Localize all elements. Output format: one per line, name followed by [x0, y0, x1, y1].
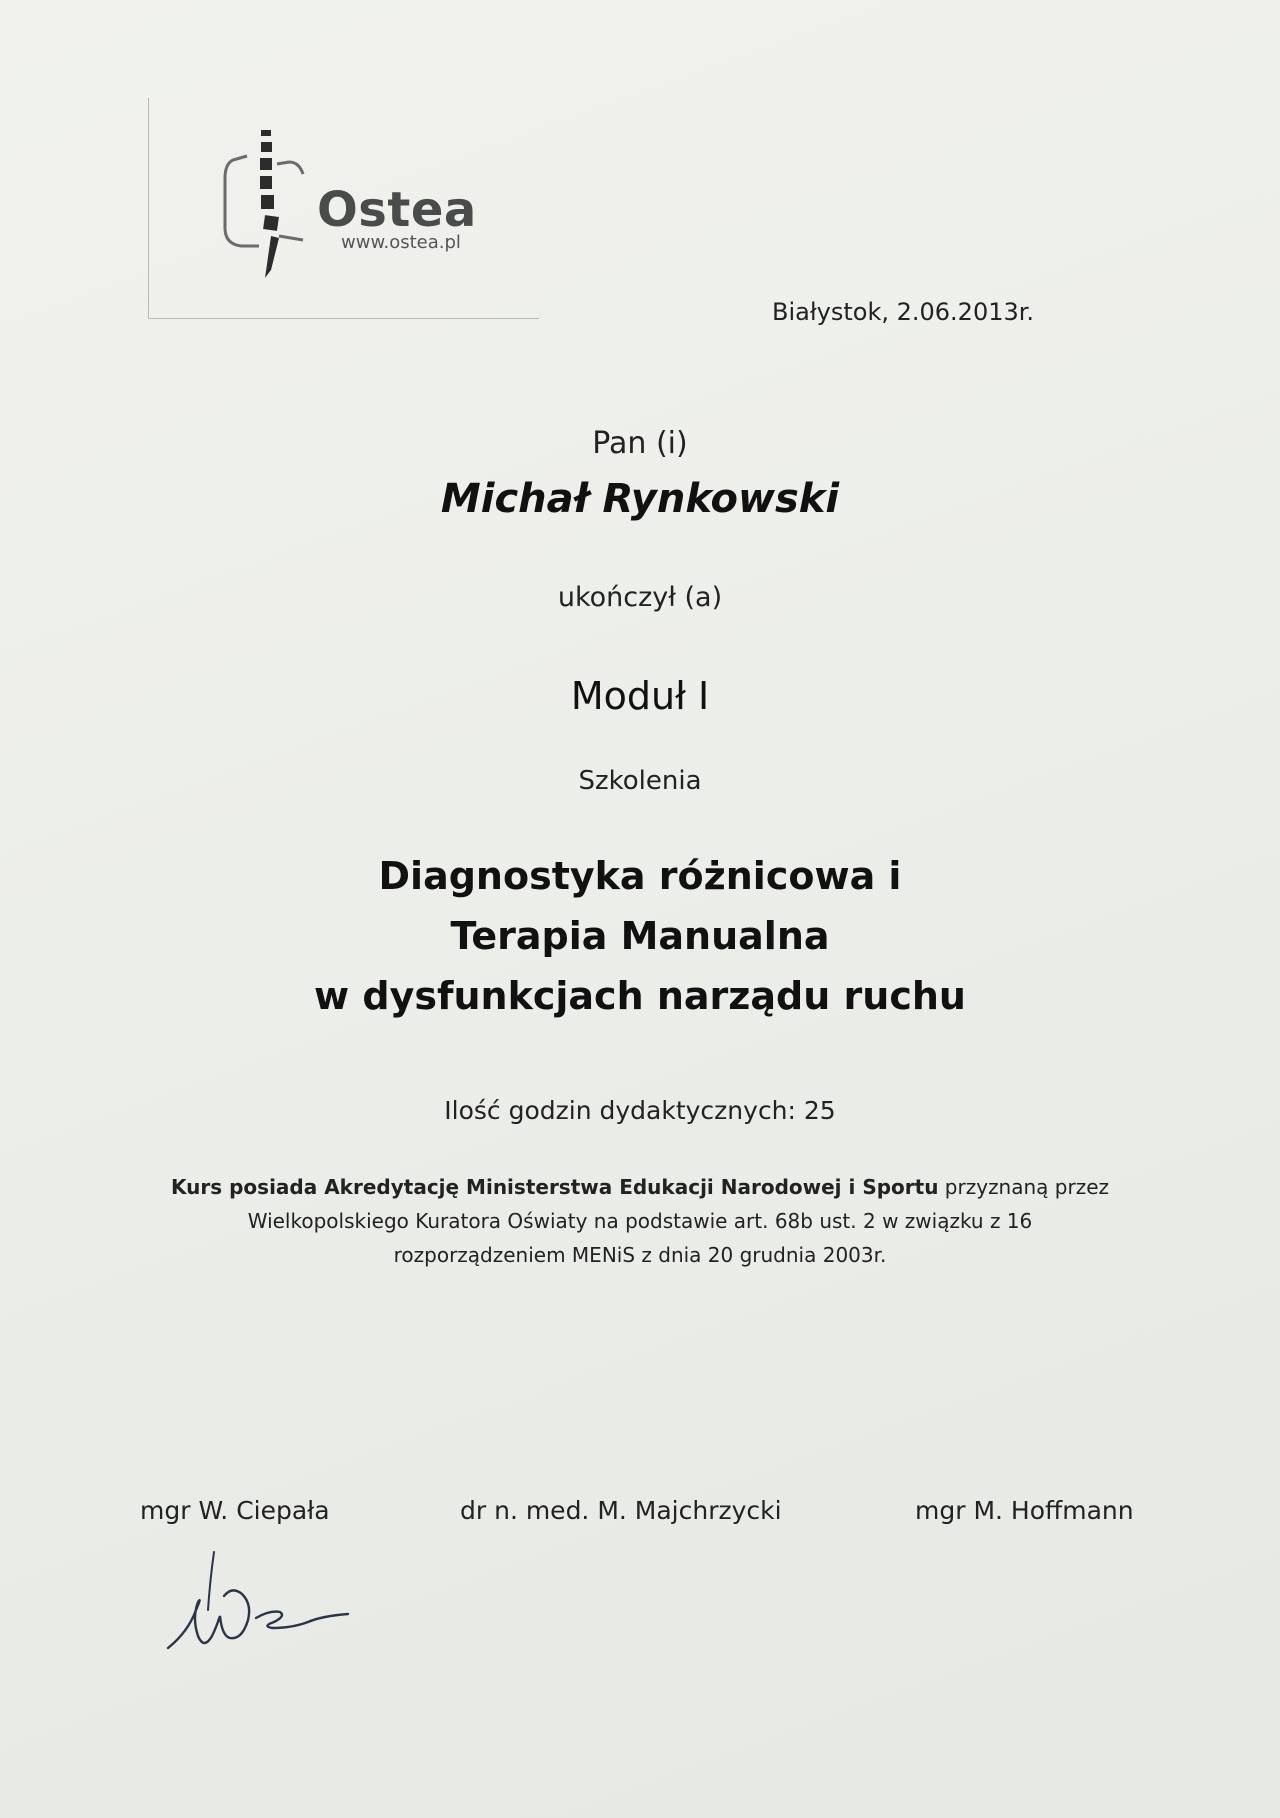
- module-title: Moduł I: [570, 674, 710, 718]
- logo-url: www.ostea.pl: [341, 232, 461, 253]
- accreditation-note: [0, 1170, 1280, 1272]
- signer-3: mgr M. Hoffmann: [915, 1496, 1134, 1525]
- salutation: Pan (i): [592, 426, 688, 461]
- signer-2: dr n. med. M. Majchrzycki: [460, 1496, 782, 1525]
- logo-name: Ostea: [317, 182, 477, 238]
- recipient-name: Michał Rynkowski: [440, 476, 840, 522]
- course-title: [0, 846, 1280, 1026]
- accreditation-line-3: rozporządzeniem MENiS z dnia 20 grudnia 2003r.: [393, 1243, 887, 1267]
- completed-label: ukończył (a): [557, 582, 723, 613]
- accreditation-line-1: [0, 1170, 1280, 1204]
- accreditation-line-2: Wielkopolskiego Kuratora Oświaty na podstawie art. 68b ust. 2 w związku z 16: [247, 1209, 1033, 1233]
- accreditation-line-1-rest: przyznaną przez: [938, 1175, 1109, 1199]
- course-title-line: Diagnostyka różnicowa i: [378, 854, 902, 898]
- accreditation-bold: Kurs posiada Akredytację Ministerstwa Edukacji Narodowej i Sportu: [171, 1175, 939, 1199]
- ostea-spine-logo-icon: [219, 128, 329, 288]
- logo-frame: [148, 98, 539, 319]
- didactic-hours: Ilość godzin dydaktycznych: 25: [444, 1096, 836, 1125]
- signer-1: mgr W. Ciepała: [140, 1496, 330, 1525]
- course-title-line: Terapia Manualna: [450, 914, 830, 958]
- training-label: Szkolenia: [578, 766, 702, 796]
- handwritten-signature-icon: [158, 1540, 358, 1660]
- course-title-line: w dysfunkcjach narządu ruchu: [314, 974, 966, 1018]
- place-and-date: Białystok, 2.06.2013r.: [772, 298, 1035, 326]
